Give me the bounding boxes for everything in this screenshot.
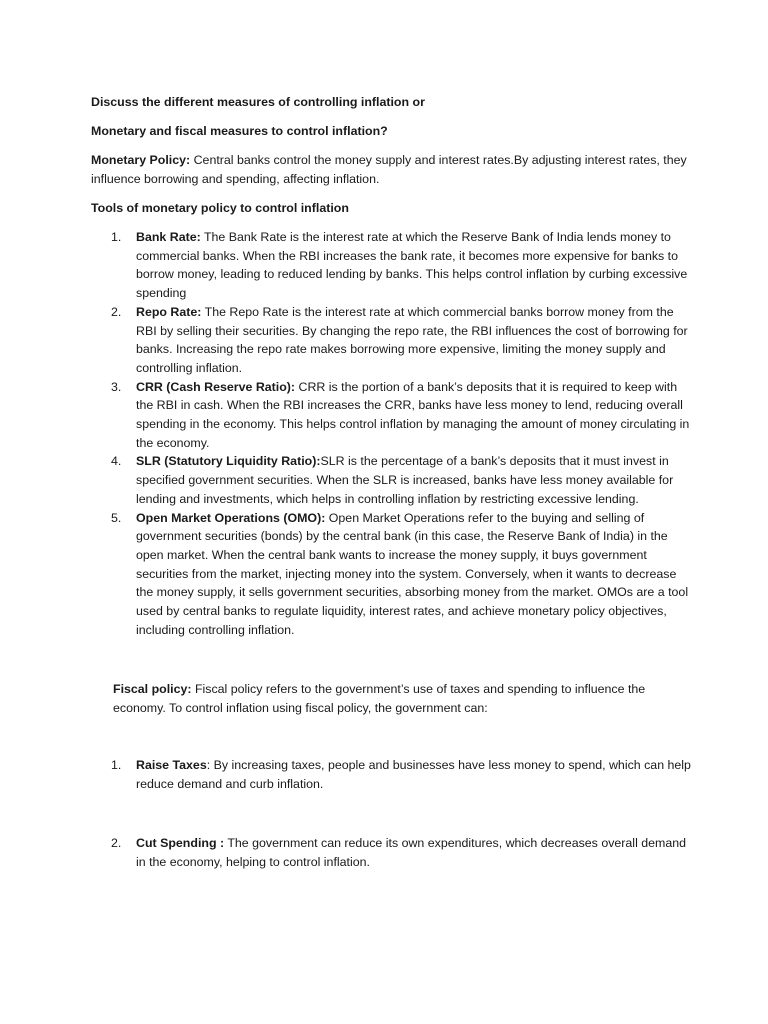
list-item [91,303,691,378]
list-item-term: CRR (Cash Reserve Ratio): [136,379,296,394]
list-item-text: CRR is the portion of a bank’s deposits that it is required to keep with the RBI in cash. When the RBI increases the CRR, banks have less money to lend, reducing overall spending in the economy. This helps control inflation by managing the amount of money circulating in the economy. [136,379,690,450]
list-item-text: SLR is the percentage of a bank’s deposits that it must invest in specified government securities. When the SLR is increased, banks have less money available for lending and investments, which helps in controlling inflation by restricting excessive lending. [136,454,674,506]
list-item [91,228,691,303]
list-item [91,378,691,453]
list-item-number: 4. [111,454,122,469]
list-item-number: 3. [111,379,122,394]
list-item-number: 1. [111,758,122,772]
list-item-term: Open Market Operations (OMO): [136,510,326,525]
list-item-term: SLR (Statutory Liquidity Ratio): [136,454,321,469]
list-item-term: Repo Rate: [136,304,202,319]
fiscal-measures-list-1 [91,756,691,793]
fiscal-policy-text: Fiscal policy refers to the government’s use of taxes and spending to influence the economy. To control inflation using fiscal policy, the government can: [113,682,646,715]
title-line-2: Monetary and fiscal measures to control inflation? [91,124,388,138]
fiscal-measures-list-2 [91,834,691,871]
monetary-policy-text: Central banks control the money supply and interest rates.By adjusting interest rates, they influence borrowing and spending, affecting inflation. [91,153,687,186]
list-item [91,452,691,508]
list-item-number: 2. [111,836,122,850]
list-item-text: : By increasing taxes, people and businesses have less money to spend, which can help reduce demand and curb inflation. [136,758,691,791]
list-item-text: The government can reduce its own expenditures, which decreases overall demand in the economy, helping to control inflation. [136,836,687,869]
list-item [91,834,691,871]
list-item-term: Cut Spending : [136,836,225,850]
fiscal-policy-paragraph [113,680,673,718]
list-item-number: 5. [111,510,122,525]
title-line-1: Discuss the different measures of controlling inflation or [91,95,425,109]
list-item-term: Bank Rate: [136,230,201,244]
monetary-policy-paragraph [91,151,691,189]
monetary-policy-label: Monetary Policy: [91,153,191,167]
list-item-text: The Repo Rate is the interest rate at which commercial banks borrow money from the RBI by selling their securities. By changing the repo rate, the RBI influences the cost of borrowing for banks. Increasing the repo rate makes borrowing more expensive, limiting the money supply and controlling inflation. [136,304,688,375]
list-item-term: Raise Taxes [136,758,207,772]
tools-heading: Tools of monetary policy to control inflation [91,201,349,215]
list-item [91,756,691,793]
fiscal-policy-label: Fiscal policy: [113,682,192,696]
list-item-number: 2. [111,304,122,319]
list-item-text: Open Market Operations refer to the buying and selling of government securities (bonds) by the central bank (in this case, the Reserve Bank of India) in the open market. When the central bank wants to increase the money supply, it buys government securities from the market, injecting money into the system. Conversely, when it wants to decrease the money supply, it sells government securities, absorbing money from the market. OMOs are a tool used by central banks to regulate liquidity, interest rates, and achieve monetary policy objectives, including controlling inflation. [136,510,689,637]
monetary-tools-list [91,228,691,639]
list-item-text: The Bank Rate is the interest rate at which the Reserve Bank of India lends money to commercial banks. When the RBI increases the bank rate, it becomes more expensive for banks to borrow money, leading to reduced lending by banks. This helps control inflation by curbing excessive spending [136,230,688,301]
list-item [91,509,691,640]
list-item-number: 1. [111,230,122,244]
